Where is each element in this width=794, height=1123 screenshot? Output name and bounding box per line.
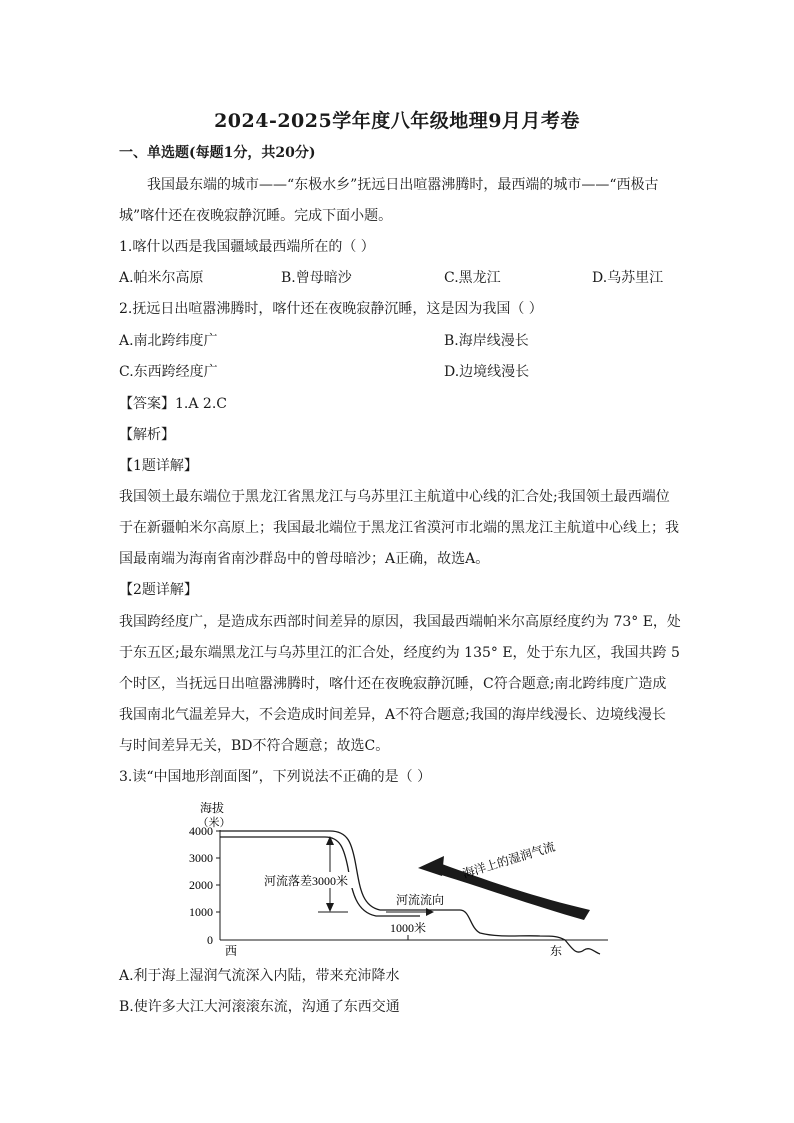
detail-2-line: 我国跨经度广，是造成东西部时间差异的原因，我国最西端帕米尔高原经度约为 73° E，处 xyxy=(119,614,681,630)
q3-option-a: A.利于海上湿润气流深入内陆，带来充沛降水 xyxy=(119,968,400,984)
drop-label: 河流落差3000米 xyxy=(263,874,349,888)
question-2-stem: 2.抚远日出喧嚣沸腾时，喀什还在夜晚寂静沉睡，这是因为我国（ ） xyxy=(119,301,543,317)
q1-option-b: B.曾母暗沙 xyxy=(281,270,352,286)
q1-option-c: C.黑龙江 xyxy=(444,270,501,286)
y-tick-label: 0 xyxy=(207,933,213,947)
detail-2-line: 我国南北气温差异大，不会造成时间差异，A不符合题意;我国的海岸线漫长、边境线漫长 xyxy=(119,707,666,723)
question-1-stem: 1.喀什以西是我国疆域最西端所在的（ ） xyxy=(119,239,375,255)
y-axis-unit: （米） xyxy=(197,817,231,829)
q1-option-d: D.乌苏里江 xyxy=(592,270,664,286)
flow-arrow-head xyxy=(426,908,434,916)
moist-air-label: 海洋上的湿润气流 xyxy=(460,839,557,881)
analysis-heading: 【解析】 xyxy=(119,427,175,443)
y-tick-label: 3000 xyxy=(189,851,213,865)
west-label: 西 xyxy=(224,944,238,958)
detail-1-line: 国最南端为海南省南沙群岛中的曾母暗沙；A正确，故选A。 xyxy=(119,551,490,567)
q1-option-a: A.帕米尔高原 xyxy=(119,270,204,286)
scale-label: 1000米 xyxy=(389,921,427,935)
q2-option-a: A.南北跨纬度广 xyxy=(119,333,218,349)
detail-1-heading: 【1题详解】 xyxy=(119,458,198,474)
q3-option-b: B.使许多大江大河滚滚东流，沟通了东西交通 xyxy=(119,999,400,1015)
y-axis-label: 海拔 xyxy=(199,801,225,815)
q2-option-d: D.边境线漫长 xyxy=(444,364,530,380)
drop-arrow-down-head xyxy=(326,903,334,912)
y-tick-label: 4000 xyxy=(189,824,213,838)
flow-label: 河流流向 xyxy=(395,893,445,907)
detail-1-line: 于在新疆帕米尔高原上；我国最北端位于黑龙江省漠河市北端的黑龙江主航道中心线上；我 xyxy=(119,520,679,536)
east-label: 东 xyxy=(549,944,563,958)
detail-2-line: 于东五区;最东端黑龙江与乌苏里江的汇合处，经度约为 135° E，处于东九区，我国共跨 5 xyxy=(119,645,680,661)
detail-2-line: 与时间差异无关，BD不符合题意；故选C。 xyxy=(119,738,390,754)
intro-line-2: 城”喀什还在夜晚寂静沉睡。完成下面小题。 xyxy=(119,208,393,224)
question-3-stem: 3.读“中国地形剖面图”，下列说法不正确的是（ ） xyxy=(119,769,432,785)
detail-1-line: 我国领土最东端位于黑龙江省黑龙江与乌苏里江主航道中心线的汇合处;我国领土最西端位 xyxy=(119,489,670,505)
terrain-profile-figure xyxy=(180,788,620,960)
q2-option-c: C.东西跨经度广 xyxy=(119,364,218,380)
q2-option-b: B.海岸线漫长 xyxy=(444,333,529,349)
detail-2-heading: 【2题详解】 xyxy=(119,582,198,598)
detail-2-line: 个时区，当抚远日出喧嚣沸腾时，喀什还在夜晚寂静沉睡，C符合题意;南北跨纬度广造成 xyxy=(119,676,667,692)
y-tick-label: 1000 xyxy=(189,905,213,919)
intro-line-1: 我国最东端的城市——“东极水乡”抚远日出喧嚣沸腾时，最西端的城市——“西极古 xyxy=(147,177,659,193)
moist-air-arrow-body xyxy=(420,864,590,920)
moist-air-arrow-head xyxy=(418,856,444,876)
y-tick-label: 2000 xyxy=(189,878,213,892)
section-heading: 一、单选题(每题1分，共20分) xyxy=(119,145,316,161)
page-title: 2024-2025学年度八年级地理9月月考卷 xyxy=(214,110,580,132)
answer-line: 【答案】1.A 2.C xyxy=(119,396,227,412)
